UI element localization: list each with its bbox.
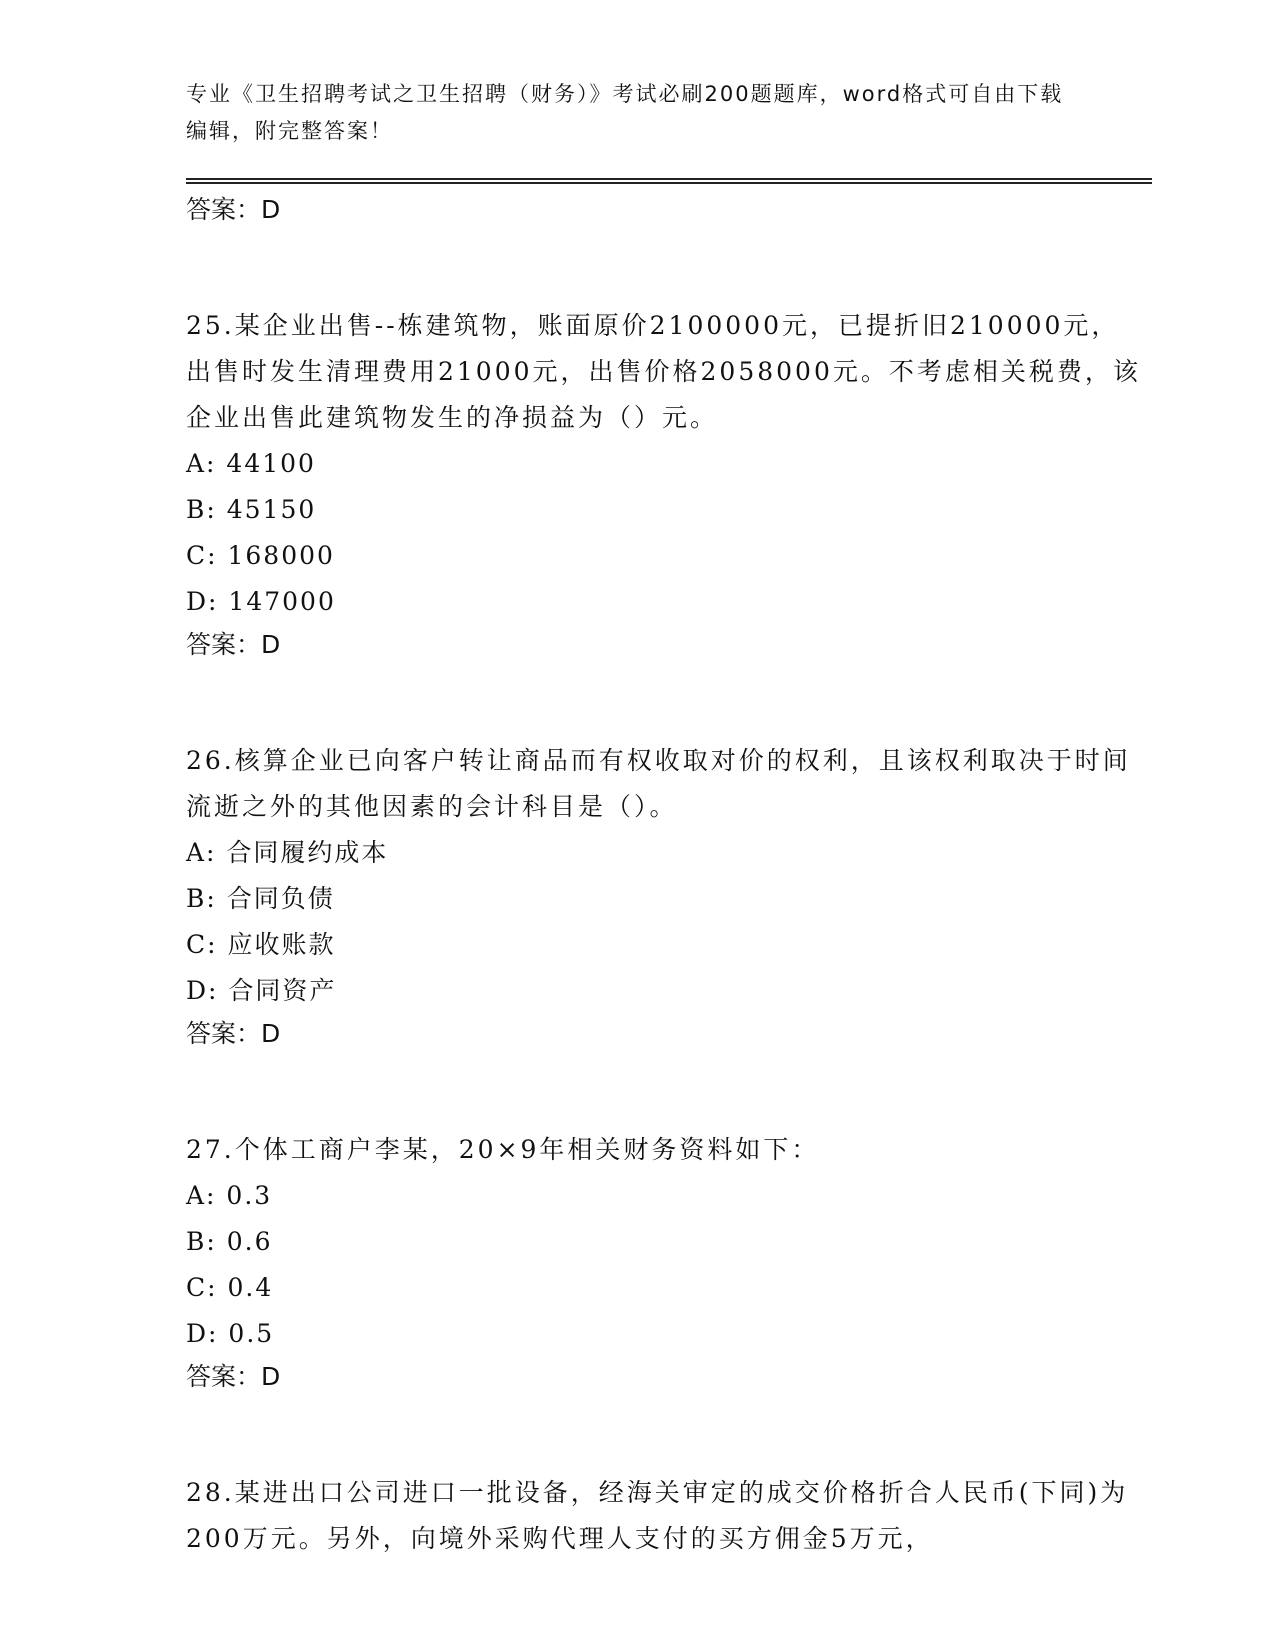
header-rule-bottom [186, 182, 1152, 184]
document-body [186, 190, 1146, 1562]
option-d: D: 0.5 [186, 1319, 275, 1348]
question-28 [186, 1470, 1146, 1562]
question-27 [186, 1127, 1146, 1397]
option-b: B: 45150 [186, 495, 317, 524]
document-header: 专业《卫生招聘考试之卫生招聘（财务）》考试必刷200题题库，word格式可自由下载编辑，附完整答案！ [186, 82, 1064, 143]
answer-line: 答案：D [186, 195, 281, 224]
answer-line: 答案：D [186, 1019, 281, 1048]
header-rule-top [186, 178, 1152, 180]
question-26 [186, 738, 1146, 1054]
answer-line: 答案：D [186, 1362, 281, 1391]
question-25 [186, 303, 1146, 665]
option-a: A: 合同履约成本 [186, 838, 389, 867]
question-stem: 27.个体工商户李某，20×9年相关财务资料如下： [186, 1135, 820, 1164]
question-stem: 26.核算企业已向客户转让商品而有权收取对价的权利，且该权利取决于时间流逝之外的其他因素的会计科目是（）。 [186, 746, 1131, 821]
option-a: A: 44100 [186, 449, 316, 478]
option-c: C: 0.4 [186, 1273, 274, 1302]
question-stem: 28.某进出口公司进口一批设备，经海关审定的成交价格折合人民币(下同)为200万元。另外，向境外采购代理人支付的买方佣金5万元， [186, 1478, 1129, 1553]
option-d: D: 合同资产 [186, 976, 337, 1005]
option-c: C: 应收账款 [186, 930, 336, 959]
option-b: B: 合同负债 [186, 884, 335, 913]
option-d: D: 147000 [186, 587, 336, 616]
question-stem: 25.某企业出售--栋建筑物，账面原价2100000元，已提折旧210000元，出售时发生清理费用21000元，出售价格2058000元。不考虑相关税费，该企业出售此建筑物发生的净损益为（）元。 [186, 311, 1141, 432]
option-b: B: 0.6 [186, 1227, 273, 1256]
answer-line: 答案：D [186, 630, 281, 659]
option-a: A: 0.3 [186, 1181, 273, 1210]
option-c: C: 168000 [186, 541, 335, 570]
